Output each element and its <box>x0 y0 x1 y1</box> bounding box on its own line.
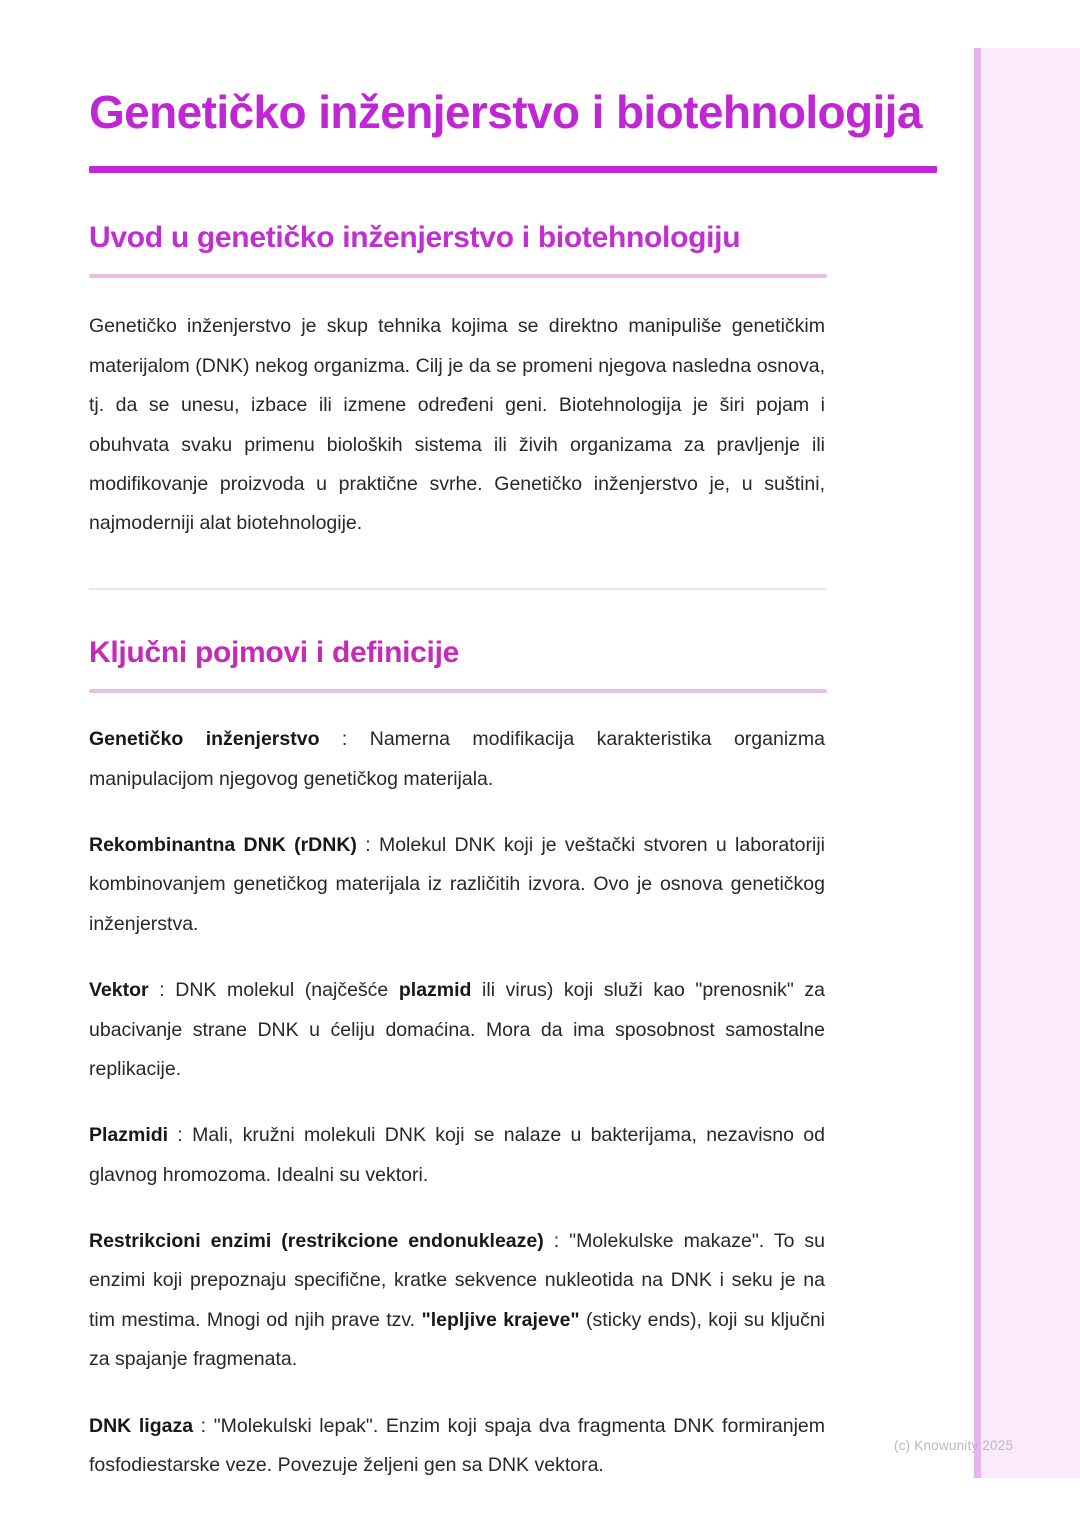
definition-term: Plazmidi <box>89 1124 169 1147</box>
title-underline-rule <box>89 166 937 173</box>
definition-separator: : <box>356 834 379 856</box>
definition-emphasis: "lepljive krajeve" <box>421 1308 580 1331</box>
definition-separator: : <box>148 979 176 1002</box>
definition-separator: : <box>543 1230 570 1252</box>
definition-item <box>89 944 825 1089</box>
decorative-right-band <box>974 48 1080 1478</box>
definition-item <box>89 1380 825 1486</box>
intro-paragraph: Genetičko inženjerstvo je skup tehnika kojima se direktno manipuliše genetičkim materijalom (DNK) nekog organizma. Cilj je da se promeni njegova nasledna osnova, tj. da se unesu, izbace ili izmene određeni geni. Biotehnologija je širi pojam i obuhvata svaku primenu bioloških sistema ili živih organizama za pravljenje ili modifikovanje proizvoda u praktične svrhe. Genetičko inženjerstvo je, u suštini, najmoderniji alat biotehnologije. <box>89 315 825 535</box>
definition-term: Vektor <box>89 979 149 1002</box>
definition-term: Restrikcioni enzimi (restrikcione endonukleaze) <box>89 1230 544 1252</box>
definition-item <box>89 799 825 944</box>
definition-body-part-two: ili virus) koji služi kao "prenosnik" za ubacivanje strane DNK u ćeliju domaćina. Mora da ima sposobnost samostalne replikacije. <box>89 979 825 1080</box>
definition-emphasis: plazmid <box>398 979 472 1002</box>
definition-item <box>89 1195 825 1380</box>
definition-body-part-two: (sticky ends), koji su ključni za spajanje fragmenata. <box>89 1308 825 1371</box>
definition-term: Genetičko inženjerstvo <box>89 728 320 751</box>
definition-body: "Molekulski lepak". Enzim koji spaja dva fragmenta DNK formiranjem fosfodiestarske veze. Povezuje željeni gen sa DNK vektora. <box>89 1414 825 1476</box>
definition-term: DNK ligaza <box>89 1414 194 1437</box>
copyright-watermark: (c) Knowunity 2025 <box>894 1438 1014 1453</box>
page-title: Genetičko inženjerstvo i biotehnologija <box>89 86 922 138</box>
definition-body: Molekul DNK koji je veštački stvoren u laboratoriji kombinovanjem genetičkog materijala iz različitih izvora. Ovo je osnova genetičkog inženjerstva. <box>89 834 825 935</box>
definition-item <box>89 693 825 799</box>
definition-body-part-one: DNK molekul (najčešće <box>175 979 399 1002</box>
definition-body: Namerna modifikacija karakteristika organizma manipulacijom njegovog genetičkog materijala. <box>89 728 825 790</box>
section-heading-key-terms: Ključni pojmovi i definicije <box>89 635 459 669</box>
definition-body: Mali, kružni molekuli DNK koji se nalaze u bakterijama, nezavisno od glavnog hromozoma. Idealni su vektori. <box>89 1124 825 1186</box>
definition-separator: : <box>168 1124 193 1147</box>
definition-term: Rekombinantna DNK (rDNK) <box>89 834 357 856</box>
definition-body-part-one: "Molekulske makaze". To su enzimi koji prepoznaju specifične, kratke sekvence nukleotida na DNK i seku je na tim mestima. Mnogi od njih prave tzv. <box>89 1230 826 1331</box>
definition-item <box>89 1089 825 1195</box>
definition-separator: : <box>319 728 370 751</box>
decorative-right-stripe <box>974 48 981 1478</box>
section-heading-intro: Uvod u genetičko inženjerstvo i biotehnologiju <box>89 220 741 254</box>
document-content <box>89 0 922 1485</box>
definition-separator: : <box>193 1414 214 1437</box>
